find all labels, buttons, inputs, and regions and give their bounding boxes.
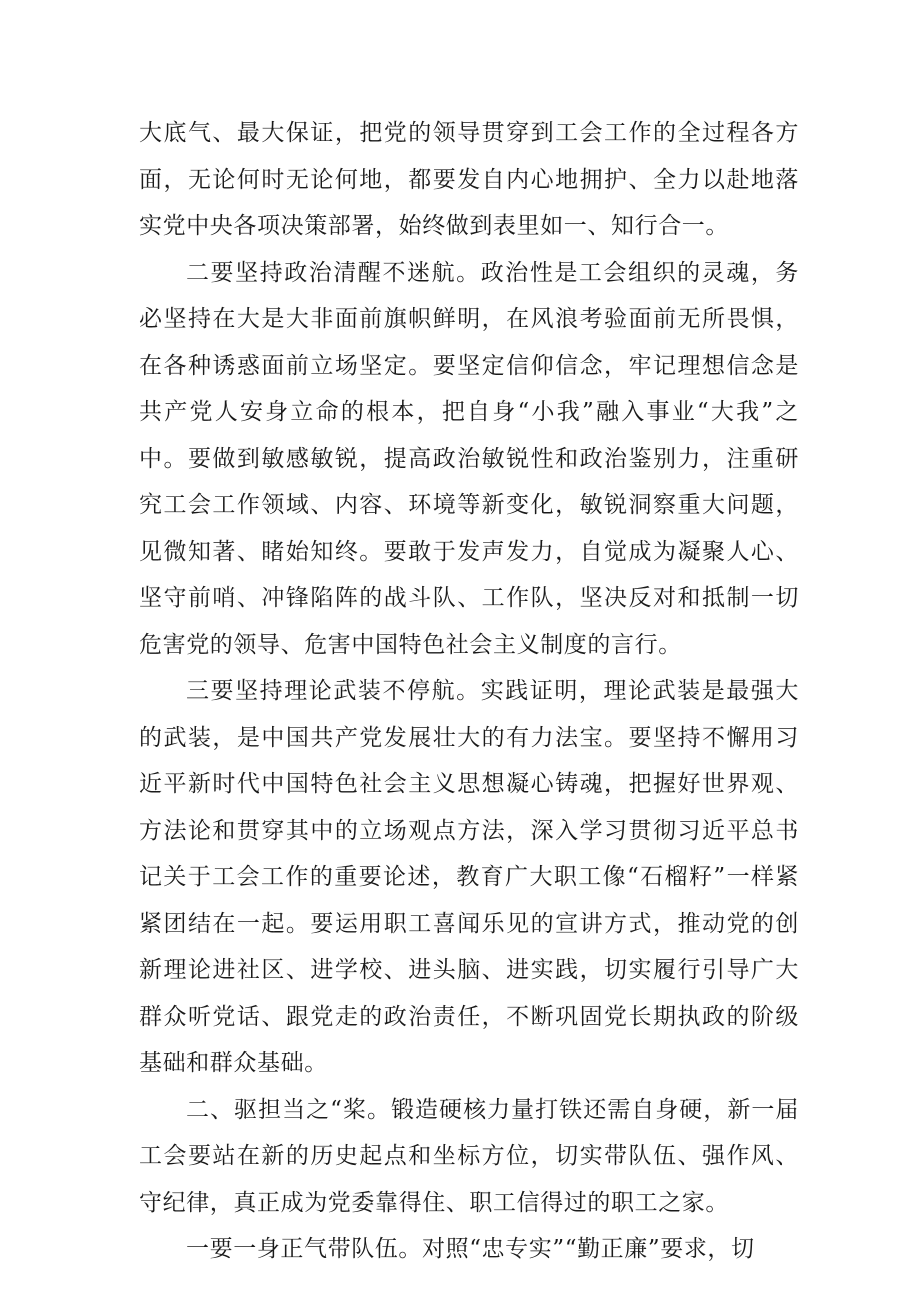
paragraph-lead-team: 一要一身正气带队伍。对照“忠专实”“勤正廉”要求，切 [186, 1236, 755, 1262]
paragraph-political-awareness: 二要坚持政治清醒不迷航。政治性是工会组织的灵魂，务必坚持在大是大非面前旗帜鲜明，在风浪考验面前无所畏惧，在各种诱惑面前立场坚定。要坚定信仰信念，牢记理想信念是共产党人安身立命的根本，把自身“小我”融入事业“大我”之中。要做到敏感敏锐，提高政治敏锐性和政治鉴别力，注重研究工会工作领域、内容、环境等新变化，敏锐洞察重大问题，见微知著、睹始知终。要敢于发声发力，自觉成为凝聚人心、坚守前哨、冲锋陷阵的战斗队、工作队，坚决反对和抵制一切危害党的领导、危害中国特色社会主义制度的言行。 [139, 259, 799, 658]
paragraph-continuation: 大底气、最大保证，把党的领导贯穿到工会工作的全过程各方面，无论何时无论何地，都要发自内心地拥护、全力以赴地落实党中央各项决策部署，始终做到表里如一、知行合一。 [139, 120, 799, 239]
section-heading-responsibility: 二、驱担当之“桨。锻造硬核力量打铁还需自身硬，新一届工会要站在新的历史起点和坐标方位，切实带队伍、强作风、守纪律，真正成为党委靠得住、职工信得过的职工之家。 [139, 1096, 799, 1216]
paragraph-theoretical-arming: 三要坚持理论武装不停航。实践证明，理论武装是最强大的武装，是中国共产党发展壮大的有力法宝。要坚持不懈用习近平新时代中国特色社会主义思想凝心铸魂，把握好世界观、方法论和贯穿其中的立场观点方法，深入学习贯彻习近平总书记关于工会工作的重要论述，教育广大职工像“石榴籽”一样紧紧团结在一起。要运用职工喜闻乐见的宣讲方式，推动党的创新理论进社区、进学校、进头脑、进实践，切实履行引导广大群众听党话、跟党走的政治责任，不断巩固党长期执政的阶级基础和群众基础。 [139, 678, 799, 1076]
document-body [139, 110, 799, 1273]
